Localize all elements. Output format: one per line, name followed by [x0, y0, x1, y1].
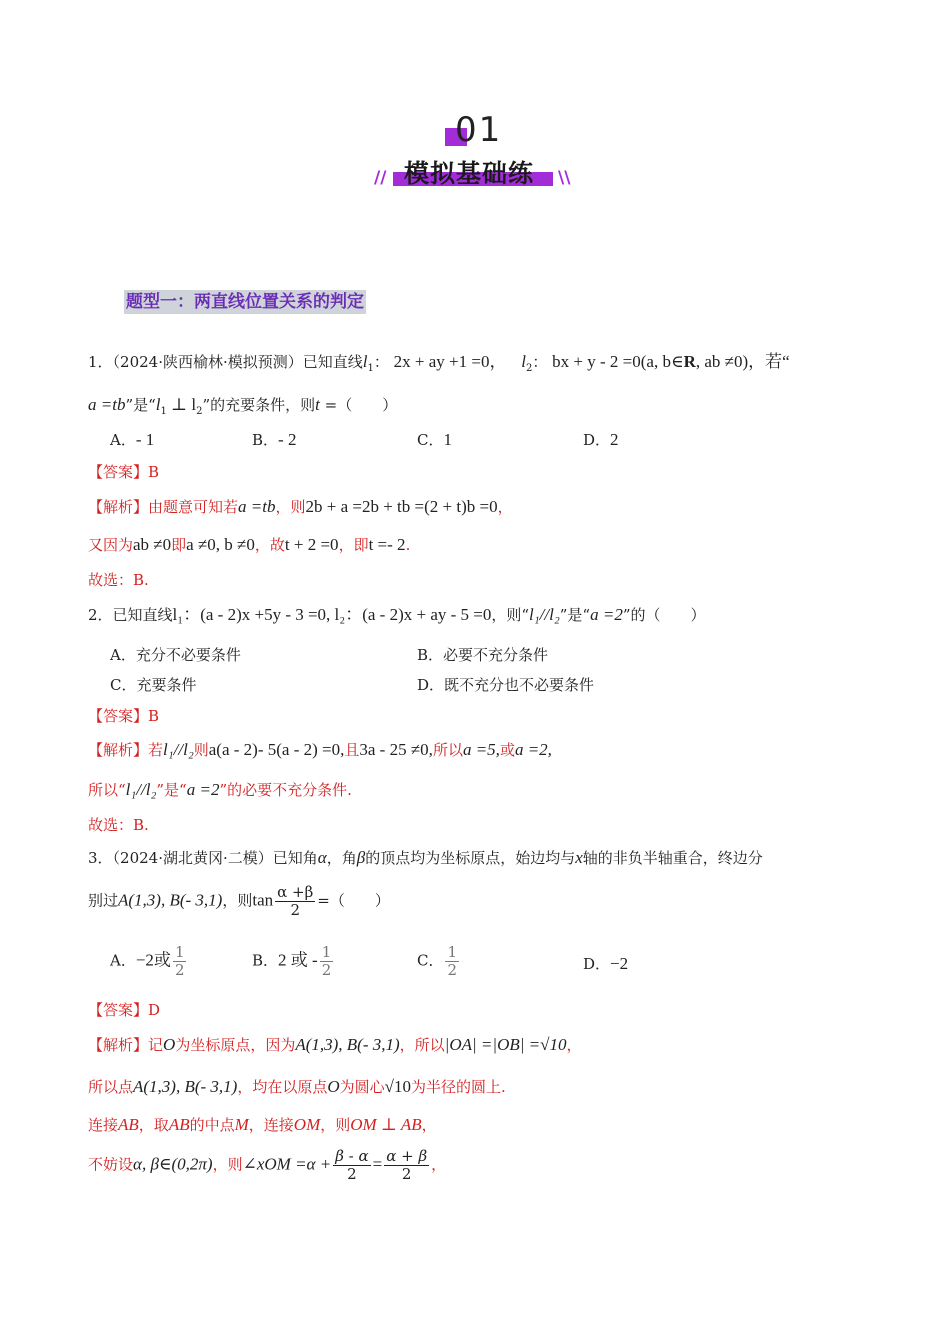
q2-stem: 2．已知直线l₁：(a - 2)x +5y - 3 =0, l₂：(a - 2)x + ay - 5 =0，则“l₁//l₂”是“a =2”的（ ）	[88, 605, 706, 624]
q3-choice-c[interactable]: C． $\frac{1}{2}$	[417, 943, 458, 979]
q3-solution-line3: 连接AB，取AB的中点M，连接OM，则OM ⊥ AB，	[88, 1115, 437, 1134]
section-main-title: 模拟基础练	[404, 159, 535, 188]
q1-l2-label: l	[521, 352, 526, 371]
q3-line2: 别过A(1,3), B(- 3,1)，则tan $\frac{\alpha +\beta}{2}$ =（ ）	[88, 883, 390, 919]
q1-line2	[88, 395, 397, 422]
q1-l1-label: l	[362, 352, 368, 371]
q1-colon-1: ：	[373, 353, 389, 371]
q1-perp-sym: ⊥ l	[166, 395, 197, 414]
q1-solution-line2: 又因为ab ≠0即a ≠0, b ≠0，故t + 2 =0，即t =- 2.	[88, 535, 411, 554]
q1-colon-2: ：	[532, 353, 548, 371]
q1-var-t: t	[315, 395, 320, 414]
q1-perp-sub2: 2	[196, 406, 203, 417]
q2-solution-line1: 【解析】若l₁//l₂则a(a - 2)- 5(a - 2) =0,且3a - 25 ≠0,所以a =5,或a =2,	[88, 740, 552, 759]
q2-answer: 【答案】B	[88, 707, 160, 725]
q2-choice-d[interactable]: D．既不充分也不必要条件	[417, 676, 595, 694]
q1-line1	[88, 352, 790, 379]
q3-choice-b[interactable]: B．2 或 - $\frac{1}{2}$	[252, 943, 332, 979]
q3-solution-line4: 不妨设α, β∈(0,2π)，则∠xOM =α + $\frac{\beta - \alpha}{2}$ = $\frac{\alpha + \beta}{2}$ ，	[88, 1147, 447, 1183]
q2-equations: l₁：(a - 2)x +5y - 3 =0, l₂：(a - 2)x + ay - 5 =0	[172, 605, 492, 624]
q1-choice-b[interactable]: B．- 2	[252, 430, 297, 449]
q1-stem-text: 1．（2024·陕西榆林·模拟预测）已知直线	[88, 353, 363, 371]
q1-l1-equation: 2x + ay +1 =0，	[393, 352, 507, 371]
q1-cond-a: a =tb	[88, 395, 126, 414]
q2-choice-c[interactable]: C．充要条件	[110, 676, 197, 694]
q1-answer: 【答案】B	[88, 463, 160, 481]
q2-solution-line2: 所以“l₁//l₂”是“a =2”的必要不充分条件.	[88, 780, 352, 799]
q3-choice-a[interactable]: A．−2或 $\frac{1}{2}$	[110, 943, 185, 979]
q1-choice-d[interactable]: D．2	[583, 430, 619, 449]
q1-perp-l1: l	[155, 395, 161, 414]
title-deco-left: //	[374, 168, 387, 188]
q3-points: A(1,3), B(- 3,1)	[118, 890, 223, 910]
q2-final: 故选：B.	[88, 816, 149, 834]
q1-l1-sub: 1	[367, 363, 374, 374]
q1-solution-line1: 【解析】由题意可知若a =tb，则2b + a =2b + tb =(2 + t)b =0，	[88, 497, 513, 516]
title-deco-right: \\	[558, 168, 571, 188]
q2-choice-a[interactable]: A．充分不必要条件	[110, 646, 241, 664]
q1-text-mid: ”是“	[125, 396, 156, 414]
q1-perp-sub1: 1	[160, 406, 167, 417]
q3-solution-line2: 所以点A(1,3), B(- 3,1)，均在以原点O为圆心√10为半径的圆上.	[88, 1077, 506, 1096]
q1-choice-c[interactable]: C．1	[417, 430, 452, 449]
q3-solution-line1: 【解析】记O为坐标原点，因为A(1,3), B(- 3,1)，所以|OA| =|OB| =√10，	[88, 1035, 582, 1054]
q1-text-end: ”的充要条件，则	[202, 396, 316, 414]
q1-question: =（ ）	[319, 396, 398, 414]
q1-l2-sub: 2	[526, 363, 533, 374]
q2-choice-b[interactable]: B．必要不充分条件	[417, 646, 549, 664]
q3-choice-d[interactable]: D．−2	[583, 954, 629, 973]
q3-answer: 【答案】D	[88, 1001, 161, 1019]
q1-choice-a[interactable]: A．- 1	[110, 430, 155, 449]
q3-fraction: $\frac{\alpha +\beta}{2}$	[277, 883, 314, 919]
question-type-heading: 题型一：两直线位置关系的判定	[126, 292, 364, 312]
q1-final: 故选：B.	[88, 571, 149, 589]
header-number: 01	[455, 110, 503, 150]
q1-l2-equation: bx + y - 2 =0(a, b∈R, ab ≠0)，若“	[552, 352, 790, 371]
q3-line1: 3．（2024·湖北黄冈·二模）已知角α，角β的顶点均为坐标原点，始边均与x轴的非负半轴重合，终边分	[88, 848, 763, 867]
